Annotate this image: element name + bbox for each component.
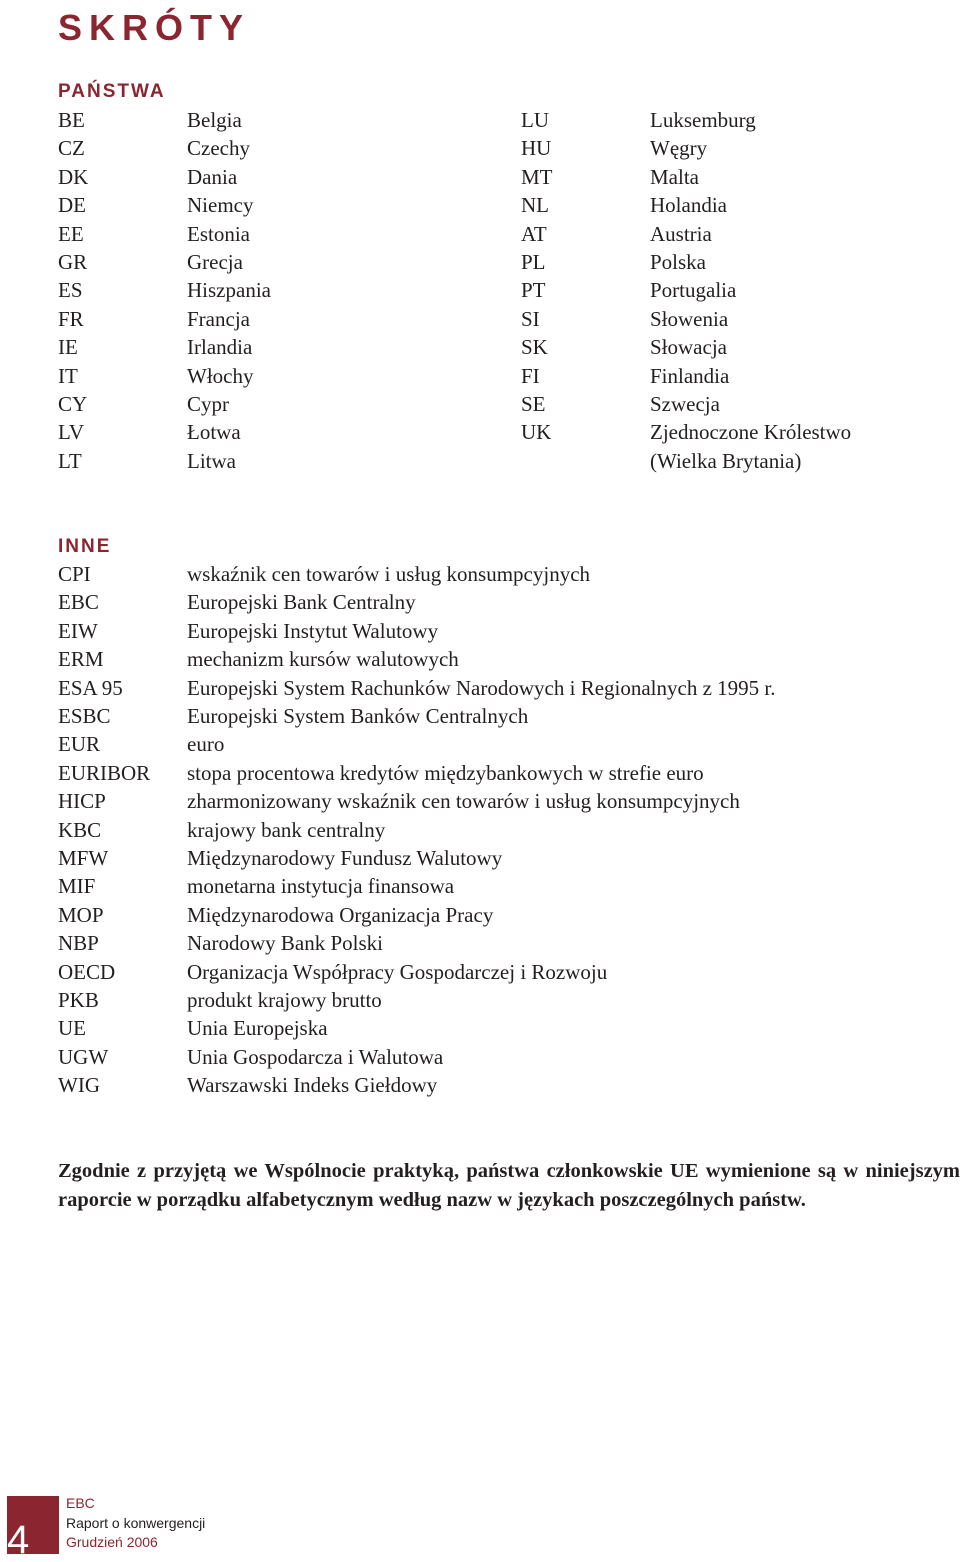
- abbreviation-code: HICP: [58, 789, 106, 814]
- country-code: FI: [521, 363, 540, 388]
- abbreviation-code: MFW: [58, 846, 109, 870]
- country-code: LU: [521, 108, 549, 132]
- country-name: Luksemburg: [650, 108, 756, 132]
- footer-publisher: EBC: [66, 1495, 95, 1511]
- abbreviation-code: WIG: [58, 1073, 100, 1098]
- abbreviation-code: CPI: [58, 562, 91, 586]
- country-name: Portugalia: [650, 278, 737, 303]
- country-name: Polska: [650, 250, 707, 274]
- abbreviation-code: EBC: [58, 590, 99, 615]
- country-name: (Wielka Brytania): [650, 448, 802, 473]
- abbreviation-code: UE: [58, 1016, 86, 1041]
- country-name: Litwa: [187, 448, 236, 473]
- abbreviation-meaning: Unia Gospodarcza i Walutowa: [187, 1044, 444, 1069]
- country-name: Węgry: [650, 136, 708, 161]
- country-code: CZ: [58, 136, 85, 161]
- country-name: Francja: [187, 306, 250, 331]
- country-name: Estonia: [187, 221, 250, 246]
- abbreviation-meaning: Europejski Instytut Walutowy: [187, 618, 439, 643]
- country-code: PL: [521, 250, 546, 274]
- country-code: ES: [58, 278, 83, 303]
- country-code: SK: [521, 335, 548, 360]
- abbreviation-code: ESA 95: [58, 675, 123, 700]
- abbreviation-code: UGW: [58, 1044, 109, 1069]
- country-code: DK: [58, 164, 89, 189]
- country-code: PT: [521, 278, 546, 303]
- country-code: LV: [58, 420, 85, 445]
- footer-publication-info: [66, 1494, 205, 1553]
- abbreviation-meaning: stopa procentowa kredytów międzybankowych w strefie euro: [187, 760, 704, 785]
- country-name: Niemcy: [187, 193, 254, 218]
- abbreviation-code: OECD: [58, 959, 116, 984]
- country-name: Słowacja: [650, 335, 727, 360]
- country-name: Czechy: [187, 136, 250, 161]
- abbreviation-meaning: Narodowy Bank Polski: [187, 931, 383, 956]
- country-code: LT: [58, 448, 82, 473]
- abbreviation-meaning: Warszawski Indeks Giełdowy: [187, 1073, 438, 1098]
- country-name: Irlandia: [187, 335, 253, 360]
- country-name: Finlandia: [650, 363, 730, 388]
- country-name: Szwecja: [650, 392, 720, 416]
- page-number: 4: [7, 1518, 30, 1562]
- abbreviation-code: MOP: [58, 902, 104, 927]
- country-code: CY: [58, 392, 88, 416]
- country-name: Zjednoczone Królestwo: [650, 420, 852, 445]
- country-code: FR: [58, 306, 84, 331]
- country-name: Holandia: [650, 193, 727, 218]
- country-code: AT: [521, 221, 547, 246]
- abbreviation-meaning: Międzynarodowa Organizacja Pracy: [187, 902, 494, 927]
- abbreviation-meaning: produkt krajowy brutto: [187, 988, 382, 1012]
- abbreviation-meaning: Międzynarodowy Fundusz Walutowy: [187, 846, 503, 870]
- abbreviation-code: KBC: [58, 817, 102, 842]
- abbreviation-code: MIF: [58, 874, 96, 899]
- country-code: DE: [58, 193, 86, 218]
- country-name: Dania: [187, 164, 238, 189]
- abbreviation-code: EIW: [58, 618, 98, 643]
- abbreviation-code: EUR: [58, 732, 100, 757]
- abbreviation-meaning: Europejski System Rachunków Narodowych i Regionalnych z 1995 r.: [187, 675, 776, 700]
- country-name: Włochy: [187, 363, 254, 388]
- country-name: Malta: [650, 164, 699, 189]
- country-code: EE: [58, 221, 84, 246]
- abbreviation-meaning: Europejski System Banków Centralnych: [187, 704, 529, 728]
- country-code: IE: [58, 335, 78, 360]
- country-name: Grecja: [187, 250, 243, 274]
- abbreviation-code: EURIBOR: [58, 760, 151, 785]
- country-name: Cypr: [187, 392, 229, 416]
- abbreviation-meaning: zharmonizowany wskaźnik cen towarów i usług konsumpcyjnych: [187, 789, 740, 814]
- abbreviation-meaning: mechanizm kursów walutowych: [187, 647, 459, 672]
- country-code: IT: [58, 363, 78, 388]
- footer-report-title: Raport o konwergencji: [66, 1514, 206, 1531]
- country-code: SI: [521, 306, 540, 331]
- country-code: HU: [521, 136, 552, 161]
- page-title: SKRÓTY: [58, 7, 251, 48]
- abbreviation-meaning: wskaźnik cen towarów i usług konsumpcyjnych: [187, 562, 591, 586]
- abbreviation-meaning: euro: [187, 732, 225, 757]
- country-code: MT: [521, 164, 553, 189]
- country-name: Austria: [650, 221, 712, 246]
- abbreviation-code: NBP: [58, 931, 99, 956]
- abbreviation-code: PKB: [58, 988, 99, 1012]
- abbreviation-meaning: Organizacja Współpracy Gospodarczej i Rozwoju: [187, 959, 608, 984]
- abbreviation-meaning: krajowy bank centralny: [187, 817, 386, 842]
- abbreviation-meaning: Unia Europejska: [187, 1016, 328, 1041]
- abbreviation-code: ESBC: [58, 704, 111, 728]
- footnote-paragraph: Zgodnie z przyjętą we Wspólnocie praktyką, państwa członkowskie UE wymienione są w niniejszym raporcie w porządku alfabetycznym według nazw w językach poszczególnych państw.: [58, 1160, 960, 1211]
- country-code: GR: [58, 250, 88, 274]
- footer-page-box: [7, 1496, 59, 1562]
- abbreviation-meaning: monetarna instytucja finansowa: [187, 874, 455, 899]
- abbreviation-meaning: Europejski Bank Centralny: [187, 590, 416, 615]
- country-name: Słowenia: [650, 306, 729, 331]
- country-name: Łotwa: [187, 420, 241, 445]
- country-code: BE: [58, 108, 85, 132]
- country-name: Belgia: [187, 108, 242, 132]
- countries-heading: PAŃSTWA: [58, 81, 166, 102]
- country-name: Hiszpania: [187, 278, 271, 303]
- country-code: UK: [521, 420, 552, 445]
- country-code: SE: [521, 392, 546, 416]
- abbreviation-code: ERM: [58, 647, 104, 672]
- footer-date: Grudzień 2006: [66, 1534, 158, 1550]
- other-heading: INNE: [58, 536, 112, 557]
- country-code: NL: [521, 193, 549, 218]
